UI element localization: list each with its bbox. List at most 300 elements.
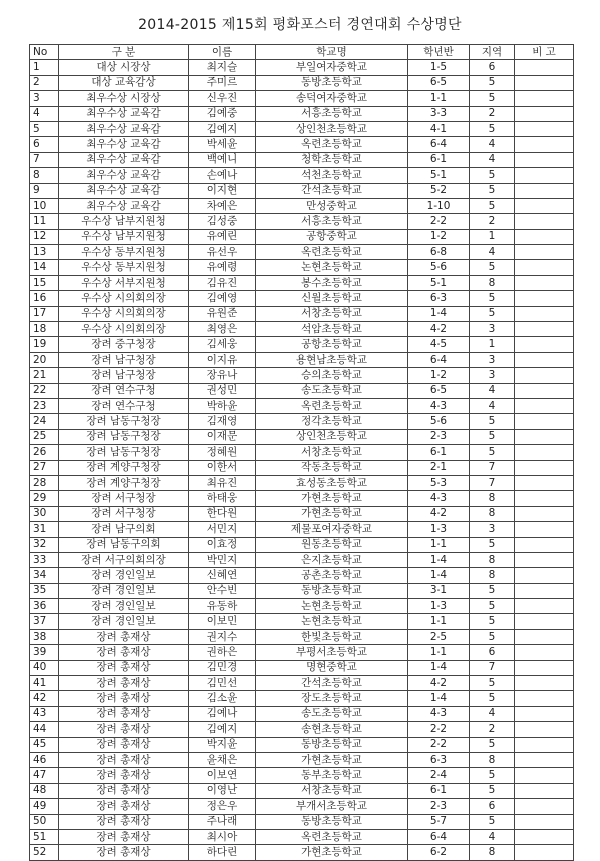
cell-category: 장려 총재상 — [59, 722, 189, 737]
cell-no: 8 — [30, 168, 59, 183]
cell-category: 장려 연수구청 — [59, 398, 189, 413]
table-row — [30, 445, 574, 460]
cell-no: 19 — [30, 337, 59, 352]
cell-name: 권하은 — [189, 645, 256, 660]
table-row — [30, 691, 574, 706]
cell-no: 35 — [30, 583, 59, 598]
cell-no: 42 — [30, 691, 59, 706]
cell-grade-class: 6-3 — [408, 291, 470, 306]
cell-grade-class: 1-1 — [408, 537, 470, 552]
cell-remarks — [515, 291, 574, 306]
cell-no: 13 — [30, 245, 59, 260]
cell-school: 동부초등학교 — [256, 768, 408, 783]
cell-remarks — [515, 383, 574, 398]
cell-school: 송덕여자중학교 — [256, 91, 408, 106]
cell-remarks — [515, 414, 574, 429]
cell-name: 김예나 — [189, 706, 256, 721]
cell-region: 5 — [470, 768, 515, 783]
cell-name: 김소윤 — [189, 691, 256, 706]
cell-school: 원동초등학교 — [256, 537, 408, 552]
table-row — [30, 599, 574, 614]
cell-no: 24 — [30, 414, 59, 429]
cell-grade-class: 5-2 — [408, 183, 470, 198]
table-row — [30, 522, 574, 537]
cell-no: 11 — [30, 214, 59, 229]
table-row — [30, 198, 574, 213]
cell-category: 장려 총재상 — [59, 691, 189, 706]
cell-no: 39 — [30, 645, 59, 660]
cell-school: 석천초등학교 — [256, 168, 408, 183]
cell-remarks — [515, 445, 574, 460]
cell-category: 장려 남동구청장 — [59, 429, 189, 444]
cell-school: 옥련초등학교 — [256, 829, 408, 844]
table-row — [30, 383, 574, 398]
cell-region: 5 — [470, 414, 515, 429]
cell-name: 이재문 — [189, 429, 256, 444]
cell-grade-class: 2-2 — [408, 214, 470, 229]
cell-category: 장려 총재상 — [59, 752, 189, 767]
cell-name: 하다린 — [189, 845, 256, 860]
cell-school: 부평서초등학교 — [256, 645, 408, 660]
cell-no: 26 — [30, 445, 59, 460]
cell-remarks — [515, 245, 574, 260]
cell-region: 2 — [470, 722, 515, 737]
cell-region: 5 — [470, 429, 515, 444]
table-row — [30, 568, 574, 583]
cell-no: 25 — [30, 429, 59, 444]
cell-no: 28 — [30, 475, 59, 490]
cell-name: 정혜원 — [189, 445, 256, 460]
cell-region: 5 — [470, 783, 515, 798]
cell-grade-class: 6-3 — [408, 752, 470, 767]
cell-name: 유선우 — [189, 245, 256, 260]
cell-grade-class: 1-4 — [408, 306, 470, 321]
table-row — [30, 660, 574, 675]
cell-region: 5 — [470, 614, 515, 629]
cell-category: 장려 계양구청장 — [59, 475, 189, 490]
cell-region: 3 — [470, 352, 515, 367]
cell-category: 우수상 남부지원청 — [59, 229, 189, 244]
cell-remarks — [515, 722, 574, 737]
cell-name: 이보민 — [189, 614, 256, 629]
cell-grade-class: 1-4 — [408, 660, 470, 675]
table-row — [30, 183, 574, 198]
cell-category: 장려 중구청장 — [59, 337, 189, 352]
cell-remarks — [515, 583, 574, 598]
cell-school: 부개서초등학교 — [256, 799, 408, 814]
cell-name: 차예은 — [189, 198, 256, 213]
cell-grade-class: 4-1 — [408, 121, 470, 136]
table-row — [30, 368, 574, 383]
cell-region: 8 — [470, 275, 515, 290]
cell-grade-class: 5-1 — [408, 168, 470, 183]
cell-no: 20 — [30, 352, 59, 367]
cell-grade-class: 2-5 — [408, 629, 470, 644]
table-row — [30, 783, 574, 798]
cell-category: 장려 경인일보 — [59, 583, 189, 598]
cell-remarks — [515, 599, 574, 614]
cell-category: 최우수상 교육감 — [59, 137, 189, 152]
cell-category: 우수상 시의회의장 — [59, 306, 189, 321]
table-row — [30, 91, 574, 106]
cell-region: 7 — [470, 460, 515, 475]
table-row — [30, 214, 574, 229]
table-row — [30, 121, 574, 136]
cell-school: 상인천초등학교 — [256, 121, 408, 136]
cell-category: 장려 총재상 — [59, 799, 189, 814]
cell-category: 장려 총재상 — [59, 814, 189, 829]
table-row — [30, 506, 574, 521]
table-row — [30, 291, 574, 306]
cell-name: 이지현 — [189, 183, 256, 198]
cell-school: 승의초등학교 — [256, 368, 408, 383]
cell-remarks — [515, 91, 574, 106]
cell-category: 우수상 동부지원청 — [59, 260, 189, 275]
cell-no: 29 — [30, 491, 59, 506]
cell-school: 명현중학교 — [256, 660, 408, 675]
table-row — [30, 768, 574, 783]
table-row — [30, 799, 574, 814]
cell-school: 은지초등학교 — [256, 552, 408, 567]
cell-school: 가현초등학교 — [256, 491, 408, 506]
cell-no: 15 — [30, 275, 59, 290]
cell-remarks — [515, 522, 574, 537]
cell-name: 윤채은 — [189, 752, 256, 767]
cell-region: 5 — [470, 168, 515, 183]
cell-no: 40 — [30, 660, 59, 675]
cell-remarks — [515, 183, 574, 198]
cell-school: 서창초등학교 — [256, 445, 408, 460]
cell-grade-class: 4-3 — [408, 706, 470, 721]
cell-category: 최우수상 교육감 — [59, 106, 189, 121]
cell-remarks — [515, 337, 574, 352]
cell-category: 우수상 남부지원청 — [59, 214, 189, 229]
cell-school: 신월초등학교 — [256, 291, 408, 306]
cell-region: 4 — [470, 829, 515, 844]
cell-no: 6 — [30, 137, 59, 152]
cell-region: 8 — [470, 506, 515, 521]
column-header-school: 학교명 — [256, 45, 408, 60]
cell-category: 장려 총재상 — [59, 676, 189, 691]
cell-grade-class: 1-4 — [408, 691, 470, 706]
cell-region: 5 — [470, 691, 515, 706]
cell-school: 석암초등학교 — [256, 322, 408, 337]
table-row — [30, 152, 574, 167]
table-row — [30, 845, 574, 860]
cell-grade-class: 5-1 — [408, 275, 470, 290]
cell-grade-class: 4-2 — [408, 322, 470, 337]
cell-category: 장려 남동구청장 — [59, 414, 189, 429]
cell-region: 8 — [470, 491, 515, 506]
cell-grade-class: 2-3 — [408, 429, 470, 444]
cell-school: 옥련초등학교 — [256, 137, 408, 152]
cell-grade-class: 4-5 — [408, 337, 470, 352]
cell-name: 이지유 — [189, 352, 256, 367]
cell-no: 3 — [30, 91, 59, 106]
cell-category: 장려 남동구의회 — [59, 537, 189, 552]
cell-no: 52 — [30, 845, 59, 860]
cell-remarks — [515, 506, 574, 521]
cell-region: 4 — [470, 383, 515, 398]
cell-grade-class: 5-3 — [408, 475, 470, 490]
cell-school: 동방초등학교 — [256, 75, 408, 90]
cell-category: 장려 연수구청 — [59, 383, 189, 398]
column-header-category: 구 분 — [59, 45, 189, 60]
cell-no: 23 — [30, 398, 59, 413]
cell-region: 5 — [470, 75, 515, 90]
cell-category: 우수상 동부지원청 — [59, 245, 189, 260]
table-row — [30, 398, 574, 413]
cell-no: 44 — [30, 722, 59, 737]
cell-category: 우수상 시의회의장 — [59, 322, 189, 337]
cell-category: 최우수상 교육감 — [59, 183, 189, 198]
cell-no: 10 — [30, 198, 59, 213]
cell-region: 2 — [470, 106, 515, 121]
cell-no: 34 — [30, 568, 59, 583]
cell-school: 송현초등학교 — [256, 722, 408, 737]
cell-no: 4 — [30, 106, 59, 121]
cell-school: 논현초등학교 — [256, 599, 408, 614]
cell-remarks — [515, 629, 574, 644]
cell-school: 옥련초등학교 — [256, 245, 408, 260]
column-header-name: 이름 — [189, 45, 256, 60]
cell-grade-class: 4-3 — [408, 398, 470, 413]
cell-region: 5 — [470, 291, 515, 306]
cell-no: 31 — [30, 522, 59, 537]
cell-no: 1 — [30, 60, 59, 75]
cell-grade-class: 2-4 — [408, 768, 470, 783]
table-row — [30, 260, 574, 275]
awards-table — [29, 44, 574, 861]
cell-grade-class: 1-3 — [408, 522, 470, 537]
cell-name: 안수빈 — [189, 583, 256, 598]
cell-name: 하태웅 — [189, 491, 256, 506]
cell-school: 장도초등학교 — [256, 691, 408, 706]
cell-name: 신우진 — [189, 91, 256, 106]
cell-school: 상인천초등학교 — [256, 429, 408, 444]
cell-no: 17 — [30, 306, 59, 321]
cell-remarks — [515, 829, 574, 844]
table-row — [30, 60, 574, 75]
cell-grade-class: 1-10 — [408, 198, 470, 213]
cell-remarks — [515, 306, 574, 321]
cell-category: 장려 경인일보 — [59, 614, 189, 629]
cell-category: 최우수상 교육감 — [59, 152, 189, 167]
cell-category: 장려 경인일보 — [59, 599, 189, 614]
cell-no: 36 — [30, 599, 59, 614]
cell-no: 47 — [30, 768, 59, 783]
cell-region: 5 — [470, 445, 515, 460]
cell-no: 2 — [30, 75, 59, 90]
cell-school: 동방초등학교 — [256, 737, 408, 752]
cell-name: 유동하 — [189, 599, 256, 614]
table-row — [30, 814, 574, 829]
cell-school: 논현초등학교 — [256, 614, 408, 629]
cell-school: 서흥초등학교 — [256, 214, 408, 229]
cell-region: 4 — [470, 245, 515, 260]
cell-no: 50 — [30, 814, 59, 829]
cell-name: 김민선 — [189, 676, 256, 691]
cell-region: 5 — [470, 198, 515, 213]
cell-remarks — [515, 137, 574, 152]
cell-name: 김성중 — [189, 214, 256, 229]
cell-grade-class: 1-2 — [408, 229, 470, 244]
cell-grade-class: 1-1 — [408, 614, 470, 629]
cell-remarks — [515, 75, 574, 90]
cell-category: 장려 경인일보 — [59, 568, 189, 583]
cell-name: 최지슬 — [189, 60, 256, 75]
cell-category: 장려 서구청장 — [59, 506, 189, 521]
cell-remarks — [515, 352, 574, 367]
table-row — [30, 722, 574, 737]
cell-no: 33 — [30, 552, 59, 567]
cell-region: 4 — [470, 706, 515, 721]
cell-region: 8 — [470, 845, 515, 860]
cell-region: 5 — [470, 814, 515, 829]
cell-category: 장려 총재상 — [59, 645, 189, 660]
cell-school: 공항중학교 — [256, 229, 408, 244]
cell-region: 3 — [470, 322, 515, 337]
cell-region: 5 — [470, 629, 515, 644]
table-row — [30, 168, 574, 183]
cell-school: 서창초등학교 — [256, 783, 408, 798]
cell-grade-class: 6-4 — [408, 352, 470, 367]
cell-region: 5 — [470, 583, 515, 598]
table-row — [30, 737, 574, 752]
cell-no: 16 — [30, 291, 59, 306]
table-row — [30, 676, 574, 691]
cell-name: 김예지 — [189, 121, 256, 136]
table-row — [30, 337, 574, 352]
cell-grade-class: 2-1 — [408, 460, 470, 475]
cell-remarks — [515, 814, 574, 829]
table-row — [30, 429, 574, 444]
cell-region: 3 — [470, 522, 515, 537]
cell-no: 9 — [30, 183, 59, 198]
cell-category: 우수상 서부지원청 — [59, 275, 189, 290]
table-row — [30, 614, 574, 629]
cell-grade-class: 5-6 — [408, 260, 470, 275]
table-row — [30, 629, 574, 644]
cell-name: 김민경 — [189, 660, 256, 675]
cell-name: 장유나 — [189, 368, 256, 383]
cell-name: 김재영 — [189, 414, 256, 429]
cell-no: 14 — [30, 260, 59, 275]
cell-grade-class: 6-5 — [408, 75, 470, 90]
cell-name: 이영난 — [189, 783, 256, 798]
cell-remarks — [515, 460, 574, 475]
cell-remarks — [515, 322, 574, 337]
cell-region: 6 — [470, 645, 515, 660]
cell-remarks — [515, 537, 574, 552]
cell-category: 우수상 시의회의장 — [59, 291, 189, 306]
cell-region: 6 — [470, 799, 515, 814]
cell-remarks — [515, 768, 574, 783]
cell-school: 서흥초등학교 — [256, 106, 408, 121]
table-row — [30, 475, 574, 490]
table-row — [30, 645, 574, 660]
cell-name: 유원준 — [189, 306, 256, 321]
table-row — [30, 322, 574, 337]
cell-remarks — [515, 121, 574, 136]
cell-remarks — [515, 229, 574, 244]
cell-no: 18 — [30, 322, 59, 337]
cell-school: 옥련초등학교 — [256, 398, 408, 413]
cell-grade-class: 1-1 — [408, 91, 470, 106]
cell-grade-class: 6-8 — [408, 245, 470, 260]
cell-name: 김유진 — [189, 275, 256, 290]
cell-remarks — [515, 568, 574, 583]
cell-name: 유예령 — [189, 260, 256, 275]
cell-name: 권성민 — [189, 383, 256, 398]
cell-no: 12 — [30, 229, 59, 244]
cell-category: 장려 총재상 — [59, 783, 189, 798]
cell-remarks — [515, 429, 574, 444]
cell-name: 주나래 — [189, 814, 256, 829]
cell-no: 41 — [30, 676, 59, 691]
cell-name: 신혜연 — [189, 568, 256, 583]
table-row — [30, 414, 574, 429]
table-row — [30, 245, 574, 260]
cell-region: 4 — [470, 152, 515, 167]
cell-name: 유예린 — [189, 229, 256, 244]
cell-name: 주미르 — [189, 75, 256, 90]
cell-region: 4 — [470, 137, 515, 152]
cell-region: 3 — [470, 368, 515, 383]
table-header-row — [30, 45, 574, 60]
cell-school: 간석초등학교 — [256, 183, 408, 198]
cell-region: 7 — [470, 660, 515, 675]
cell-category: 장려 총재상 — [59, 829, 189, 844]
cell-name: 이한서 — [189, 460, 256, 475]
cell-region: 5 — [470, 737, 515, 752]
cell-region: 5 — [470, 91, 515, 106]
cell-category: 장려 서구의회의장 — [59, 552, 189, 567]
table-row — [30, 137, 574, 152]
cell-name: 김예중 — [189, 106, 256, 121]
cell-school: 가현초등학교 — [256, 752, 408, 767]
cell-grade-class: 1-1 — [408, 645, 470, 660]
cell-region: 5 — [470, 537, 515, 552]
cell-school: 제물포여자중학교 — [256, 522, 408, 537]
cell-remarks — [515, 552, 574, 567]
cell-remarks — [515, 783, 574, 798]
document-title: 2014-2015 제15회 평화포스터 경연대회 수상명단 — [138, 17, 462, 33]
cell-school: 가현초등학교 — [256, 506, 408, 521]
cell-grade-class: 6-5 — [408, 383, 470, 398]
cell-no: 48 — [30, 783, 59, 798]
cell-category: 장려 총재상 — [59, 768, 189, 783]
cell-category: 장려 서구청장 — [59, 491, 189, 506]
cell-school: 봉수초등학교 — [256, 275, 408, 290]
cell-name: 박민지 — [189, 552, 256, 567]
cell-region: 4 — [470, 398, 515, 413]
cell-region: 5 — [470, 306, 515, 321]
cell-name: 권지수 — [189, 629, 256, 644]
table-row — [30, 106, 574, 121]
cell-remarks — [515, 799, 574, 814]
cell-category: 장려 남구의회 — [59, 522, 189, 537]
cell-grade-class: 3-1 — [408, 583, 470, 598]
cell-region: 1 — [470, 229, 515, 244]
cell-grade-class: 6-1 — [408, 783, 470, 798]
column-header-grade-class: 학년반 — [408, 45, 470, 60]
cell-category: 대상 시장상 — [59, 60, 189, 75]
cell-name: 백예니 — [189, 152, 256, 167]
cell-region: 5 — [470, 260, 515, 275]
cell-region: 6 — [470, 60, 515, 75]
column-header-no: No — [30, 45, 59, 60]
